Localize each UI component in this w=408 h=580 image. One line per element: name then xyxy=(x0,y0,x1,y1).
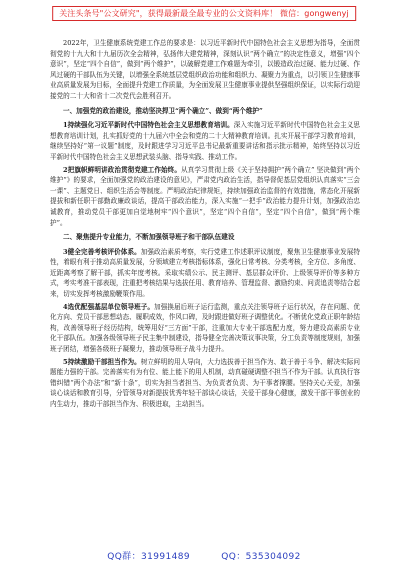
item-4-body: 加强换届后班子运行监测，重点关注领导班子运行状况，存在问题、优化方向、党员干部思想动态、履职成效，作风口碑，及时跟进做好班子调整优化。不断优化党政正职年龄结构，改善领导班子经历结构，统筹用好“三方面”干部，注重加大专业干部选配力度，努力建设高素质专业化干部队伍。加强各级领导班子民主集中制建设，指导健全完善决策议事决策，分工负责等制度规则，加强班子团结，增强各级班子凝聚力，推动领导班子战斗力提升。 xyxy=(50,302,361,354)
item-2-paragraph xyxy=(50,165,360,229)
promo-banner: 关注头条号"公文研究"，获得最新最全最专业的公文资料库！ 微信：gongwenyj xyxy=(52,6,356,21)
item-5-body: 树立鲜明的用人导向，大力选拔善于担当作为、敢于善于斗争、解决实际问题能力强的干部。完善落实有为有位、能上能下的用人机制，动真碰硬调整不担当不作为干部。认真执行容错纠错“两个办法”和“新十条”，切实为担当者担当、为负责者负责、为干事者撑腰。坚持关心关爱，加强谈心谈话和教育引导，分管领导对新提拔优秀年轻干部谈心谈话，关爱干部身心健康，激发干部干事创业的内生动力，推动干部担当作为、积极进取，主动担当。 xyxy=(50,357,361,408)
intro-paragraph: 2022年，卫生健康系统党建工作总的要求是：以习近平新时代中国特色社会主义思想为指导，全面贯彻党的十九大和十九届历次全会精神，弘扬伟大建党精神，深刻认识“两个确立”的决定性意义，增强“四个意识”，坚定“四个自信”，做到“两个维护”，以破解党建工作难题为牵引，以锻造政治过硬、能力过硬、作风过硬的干部队伍为关键，以增强全系统基层党组织政治功能和组织力、凝聚力为重点，以引领卫生健康事业高质量发展为目标，全面提升党建工作质量，为全面发展卫生健康事业提供坚强组织保证，以实际行动迎接党的二十大和省十二次党代会胜利召开。 xyxy=(50,39,360,100)
item-1-body: 深入实施习近平新时代中国特色社会主义思想教育培训计划，扎实抓好党的十九届六中全会和党的二十大精神教育培训。扎实开展干部学习教育培训，继续坚持好“第一议题”制度，及时跟进学习习近平总书记最新重要讲话和指示批示精神，始终坚持以习近平新时代中国特色社会主义思想武装头脑、指导实践、推动工作。 xyxy=(50,121,360,161)
section-2-heading: 二、聚焦提升专业能力，不断加强领导班子和干部队伍建设 xyxy=(63,233,235,242)
item-4-title: 4选优配强基层单位领导班子。 xyxy=(63,302,155,311)
item-5-paragraph xyxy=(50,357,360,410)
item-5-title: 5持续激励干部担当作为。 xyxy=(63,357,141,366)
qq-contact-text: QQ：535304092 xyxy=(221,552,301,562)
section-1-heading: 一、加强党的政治建设，推动坚决捍卫“两个确立”、做到“两个维护” xyxy=(63,106,263,115)
item-3-body: 加强政治素质考察，实行党建工作述职评议制度，聚焦卫生健康事业发展特性，着眼有利于推动高质量发展，分领域建立考核指标体系，强化日常考核、分类考核，全方位、多角度、近距离考察了解干部，抓实年度考核。采取实绩公示、民主测评、基层群众评价、上级领导评价等多种方式，考实考准干部表现，注重把考核结果与选拔任用、教育培养、管理监督、激励约束、问责追责等结合起来，切实发挥考核激励鞭策作用。 xyxy=(50,247,361,299)
qq-group-text: QQ群：31991489 xyxy=(107,552,190,562)
item-3-title: 3健全完善考核评价体系。 xyxy=(63,247,141,256)
item-2-title: 2把旗帜鲜明讲政治贯彻党建工作始终。 xyxy=(63,165,181,174)
item-4-paragraph xyxy=(50,302,360,355)
item-3-paragraph xyxy=(50,247,360,300)
document-body xyxy=(50,38,360,412)
item-1-title: 1持续强化习近平新时代中国特色社会主义思想教育培训。 xyxy=(63,121,234,130)
item-1-paragraph xyxy=(50,120,360,162)
item-2-body: 从真学习贯彻上级《关于坚持拥护“两个确立” 坚决做到“两个维护”》的要求，全面加强党的政治建设的意见》，严肃党内政治生活，指导督促基层党组织认真落实“三会一课”、主题党日、组织生活会等制度。严明政治纪律规矩，持续加强政治监督的有效措施，常态化开展新提拔和新任职干部勤政廉政谈话，提高干部政治能力，深入实施“一把手”政治能力提升计划，加强政治忠诚教育，推动党员干部更加自觉地树牢“四个意识”，坚定“四个自信”，坚定“四个自信”，做到“两个维护”。 xyxy=(50,165,360,227)
contact-footer xyxy=(0,549,408,562)
